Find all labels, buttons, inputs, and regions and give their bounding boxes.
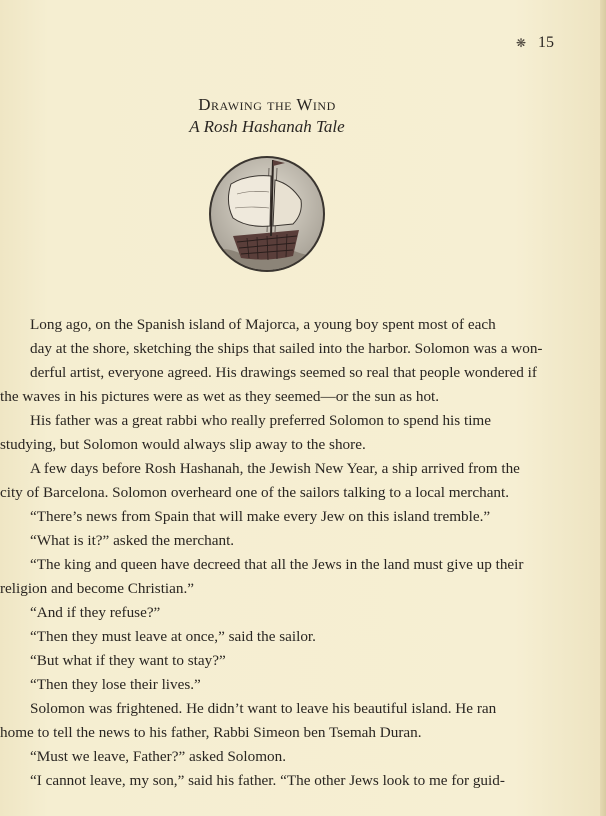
text-line-1: Long ago, on the Spanish island of Majorca, a young boy spent most of each — [30, 316, 496, 333]
text-line-14: “Then they must leave at once,” said the sailor. — [30, 628, 316, 645]
text-line-3: derful artist, everyone agreed. His drawings seemed so real that people wondered if — [30, 364, 537, 381]
page-edge — [600, 0, 606, 816]
title-block — [0, 94, 534, 138]
text-line-18: home to tell the news to his father, Rabbi Simeon ben Tsemah Duran. — [0, 724, 422, 741]
text-line-17: Solomon was frightened. He didn’t want to leave his beautiful island. He ran — [30, 700, 497, 717]
text-line-2: day at the shore, sketching the ships that sailed into the harbor. Solomon was a won- — [30, 340, 543, 357]
ship-medallion-icon — [207, 154, 327, 274]
text-line-5: His father was a great rabbi who really preferred Solomon to spend his time — [30, 412, 491, 429]
text-line-6: studying, but Solomon would always slip away to the shore. — [0, 436, 366, 453]
text-line-20: “I cannot leave, my son,” said his father. “The other Jews look to me for guid- — [30, 772, 505, 789]
text-line-7: A few days before Rosh Hashanah, the Jewish New Year, a ship arrived from the — [30, 460, 520, 477]
text-line-4: the waves in his pictures were as wet as they seemed—or the sun as hot. — [0, 388, 440, 405]
story-body — [0, 313, 543, 793]
page-number: 15 — [538, 34, 554, 51]
text-line-11: “The king and queen have decreed that all the Jews in the land must give up their — [30, 556, 524, 573]
text-line-19: “Must we leave, Father?” asked Solomon. — [30, 748, 287, 765]
text-line-9: “There’s news from Spain that will make every Jew on this island tremble.” — [30, 508, 491, 525]
flower-ornament-icon: ❋ — [515, 35, 526, 50]
story-subtitle: A Rosh Hashanah Tale — [189, 117, 345, 136]
text-line-8: city of Barcelona. Solomon overheard one of the sailors talking to a local merchant. — [0, 484, 510, 501]
text-line-13: “And if they refuse?” — [30, 604, 161, 621]
story-title: Drawing the Wind — [198, 95, 336, 114]
running-header — [516, 34, 554, 52]
text-line-16: “Then they lose their lives.” — [30, 676, 201, 693]
text-line-10: “What is it?” asked the merchant. — [30, 532, 235, 549]
text-line-12: religion and become Christian.” — [0, 580, 195, 597]
text-line-15: “But what if they want to stay?” — [30, 652, 226, 669]
